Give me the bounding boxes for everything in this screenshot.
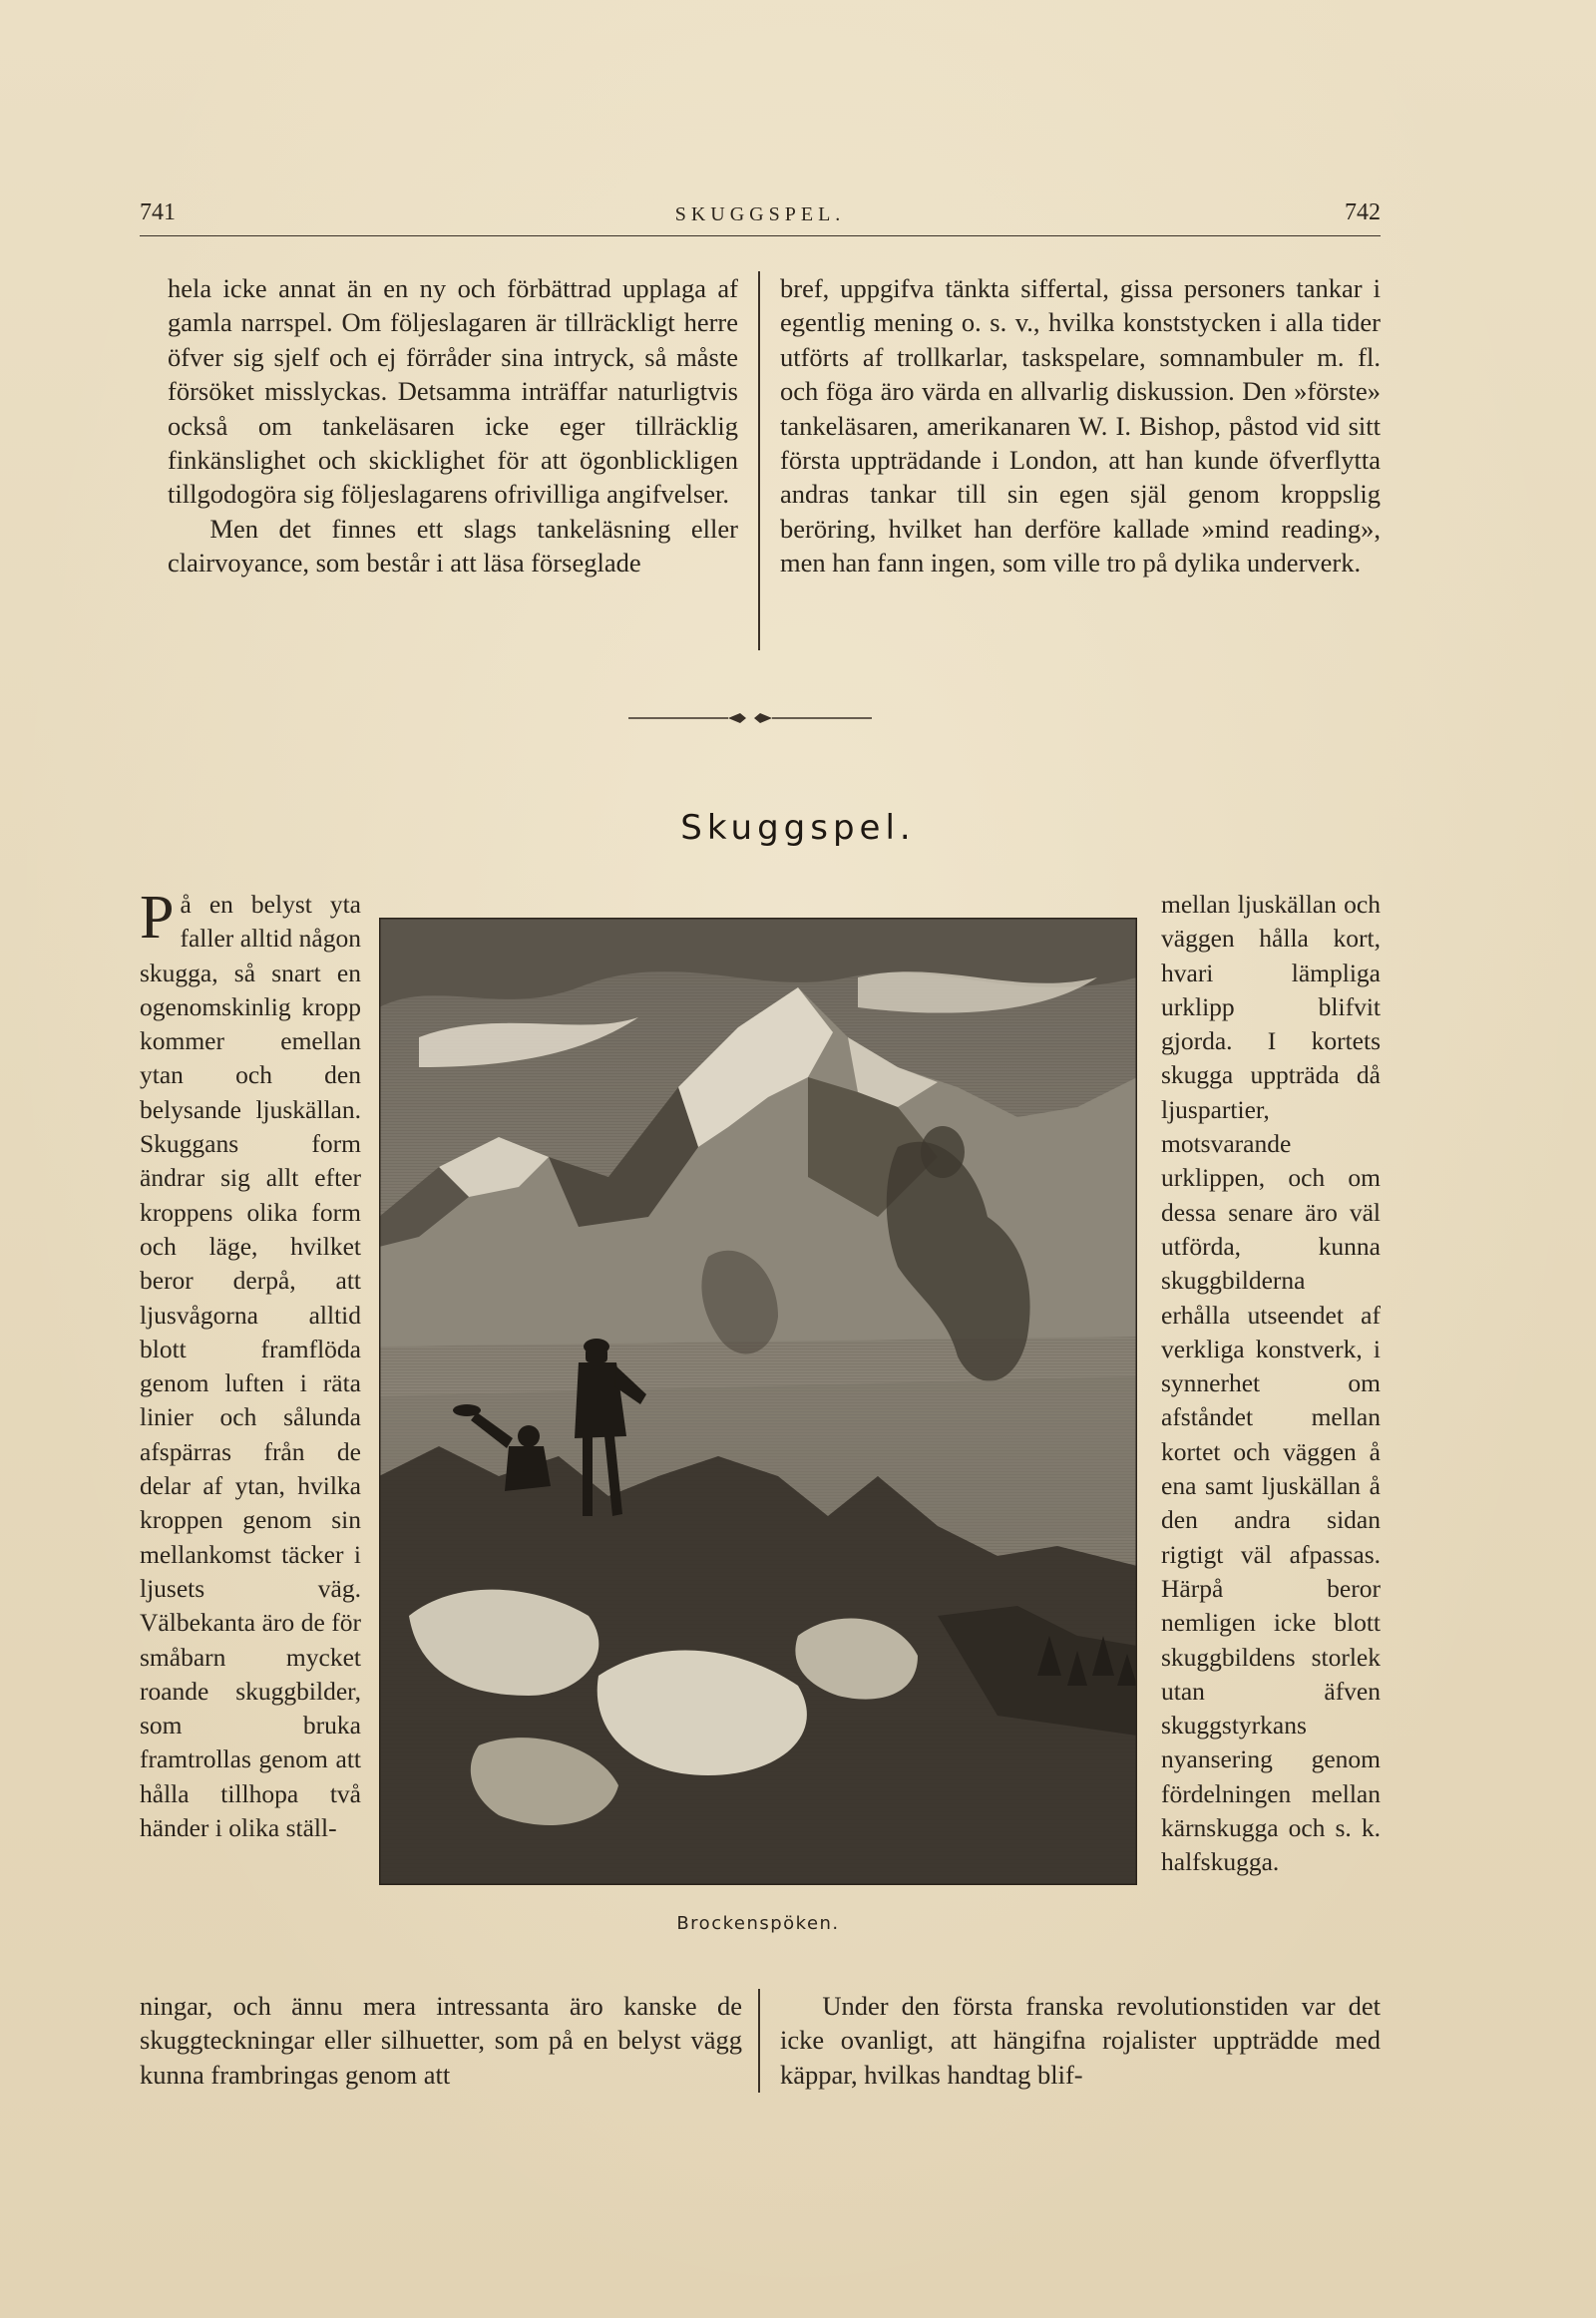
paragraph: Men det finnes ett slags tankeläsning eller clairvoyance, som består i att läsa förseglade	[168, 513, 738, 579]
page-number-left: 741	[140, 199, 176, 225]
drop-cap: P	[140, 884, 175, 952]
paragraph: ningar, och ännu mera intressanta äro kanske de skuggteckningar eller silhuetter, som på en belyst vägg kunna frambringas genom att	[140, 1991, 742, 2090]
right-wrap-column	[1161, 888, 1381, 1880]
running-header	[140, 195, 1381, 236]
brocken-spectre-engraving	[379, 918, 1137, 1885]
paragraph: hela icke annat än en ny och förbättrad upplaga af gamla narrspel. Om följeslagaren är tillräckligt herre öfver sig sjelf och ej förråder sina intryck, så måste försöket misslyckas. Detsamma inträffar naturligtvis också om tankeläsaren icke eger tillräcklig finkänslighet och skicklighet för att ögonblickligen tillgodogöra sig följeslagarens ofrivilliga angifvelser.	[168, 273, 738, 510]
column-rule	[758, 271, 760, 650]
paragraph: mellan ljuskällan och väggen hålla kort, hvari lämpliga urklipp blifvit gjorda. I kortets skugga uppträda då ljuspartier, motsvarande urklippen, och om dessa senare äro väl utförda, kunna skuggbilderna erhålla utseendet af verkliga konstverk, i synnerhet om afståndet mellan kortet och väggen å ena samt ljuskällan å den andra sidan rigtigt väl afpassas. Härpå beror nemligen icke blott skuggbildens storlek utan äfven skuggstyrkans nyansering genom fördelningen mellan kärnskugga och s. k. halfskugga.	[1161, 890, 1381, 1877]
paragraph: Under den första franska revolutionstiden var det icke ovanligt, att hängifna rojalister uppträdde med käppar, hvilkas handtag blif-	[780, 1991, 1381, 2090]
section-divider-ornament	[628, 708, 872, 728]
illustration-caption: Brockenspöken.	[676, 1913, 840, 1934]
upper-right-column	[780, 271, 1381, 580]
lower-right-column	[780, 1989, 1381, 2092]
left-wrap-column	[140, 884, 361, 1845]
article-title: Skuggspel.	[680, 808, 916, 848]
paragraph: å en belyst yta faller alltid någon skugga, så snart en ogenomskinlig kropp kommer emellan ytan och den belysande ljuskällan. Skuggans form ändrar sig allt efter kroppens olika form och läge, hvilket beror derpå, att ljusvågorna alltid blott framflöda genom luften i räta linier och sålunda afspärras från de delar af ytan, hvilka kroppen genom sin mellankomst täcker i ljusets väg. Välbekanta äro de för småbarn mycket roande skuggbilder, som bruka framtrollas genom att hålla tillhopa två händer i olika ställ-	[140, 890, 361, 1843]
page-number-right: 742	[1345, 199, 1381, 225]
lower-left-column	[140, 1989, 742, 2092]
upper-left-column	[168, 271, 738, 580]
paragraph: bref, uppgifva tänkta siffertal, gissa personers tankar i egentlig mening o. s. v., hvilka konststycken i alla tider utförts af trollkarlar, taskspelare, somnambuler m. fl. och föga äro värda en allvarlig diskussion. Den »förste» tankeläsaren, amerikanaren W. I. Bishop, påstod vid sitt första uppträdande i London, att han kunde öfverflytta andras tankar till sin egen själ genom kroppslig beröring, hvilket han derföre kallade »mind reading», men han fann ingen, som ville tro på dylika underverk.	[780, 273, 1381, 579]
column-rule	[758, 1989, 760, 2093]
running-title: SKUGGSPEL.	[674, 203, 846, 225]
